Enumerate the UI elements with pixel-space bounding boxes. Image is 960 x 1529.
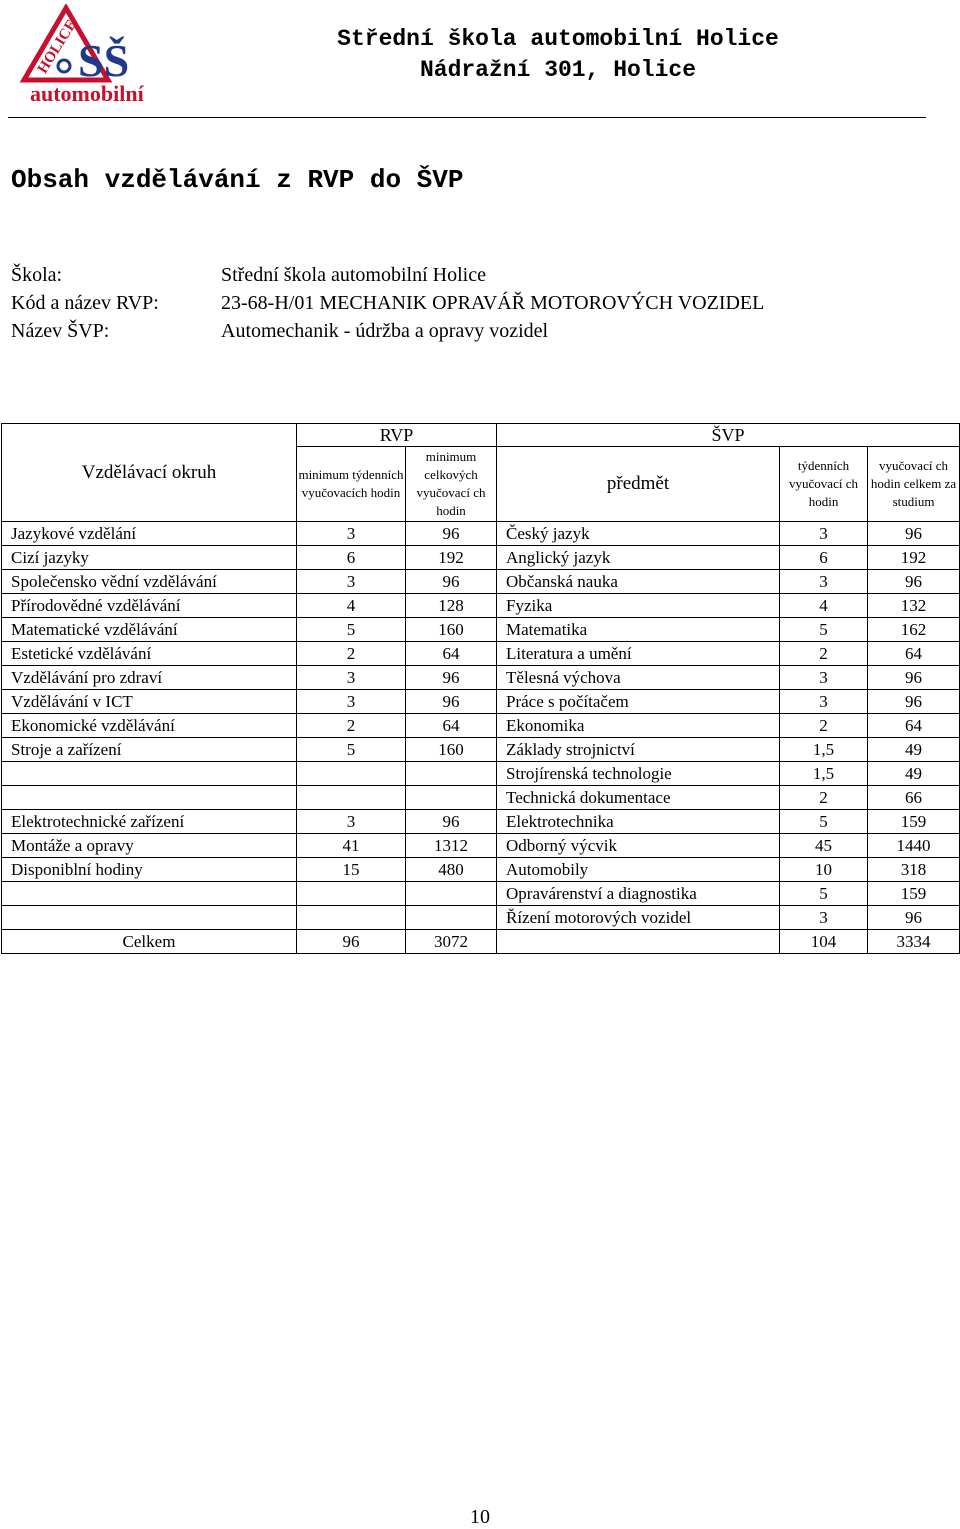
header-min-weekly: minimum týdenních vyučovacích hodin — [297, 447, 406, 522]
table-row — [2, 906, 960, 930]
cell-total: 49 — [868, 762, 960, 786]
cell-min-weekly: 15 — [297, 858, 406, 882]
cell-min-weekly: 41 — [297, 834, 406, 858]
cell-weekly: 3 — [780, 522, 868, 546]
totals-total: 3334 — [868, 930, 960, 954]
cell-area: Estetické vzdělávání — [2, 642, 297, 666]
cell-min-weekly: 3 — [297, 810, 406, 834]
cell-subject: Základy strojnictví — [497, 738, 780, 762]
cell-min-total: 160 — [406, 738, 497, 762]
cell-total: 96 — [868, 522, 960, 546]
table-body — [2, 522, 960, 930]
header-subject: předmět — [497, 447, 780, 522]
cell-subject: Občanská nauka — [497, 570, 780, 594]
table-row — [2, 810, 960, 834]
totals-label: Celkem — [2, 930, 297, 954]
curriculum-table — [1, 423, 960, 954]
school-address-heading: Nádražní 301, Holice — [419, 57, 697, 83]
cell-min-weekly: 2 — [297, 714, 406, 738]
header-rvp: RVP — [297, 424, 497, 447]
info-row-svp — [11, 317, 764, 345]
school-info — [11, 261, 764, 345]
table-row — [2, 786, 960, 810]
cell-min-weekly: 5 — [297, 618, 406, 642]
table-row — [2, 882, 960, 906]
header-area: Vzdělávací okruh — [2, 424, 297, 522]
cell-min-weekly: 3 — [297, 666, 406, 690]
cell-area: Společensko vědní vzdělávání — [2, 570, 297, 594]
header-divider — [8, 117, 926, 118]
info-label: Název ŠVP: — [11, 320, 110, 342]
totals-row — [2, 930, 960, 954]
cell-min-weekly: 3 — [297, 570, 406, 594]
cell-total: 192 — [868, 546, 960, 570]
cell-total: 64 — [868, 714, 960, 738]
logo-arc-text: HOLICE — [34, 17, 81, 77]
cell-total: 96 — [868, 690, 960, 714]
cell-total: 96 — [868, 666, 960, 690]
cell-min-total: 96 — [406, 666, 497, 690]
cell-subject: Odborný výcvik — [497, 834, 780, 858]
cell-subject: Český jazyk — [497, 522, 780, 546]
header-svp: ŠVP — [497, 424, 960, 447]
cell-weekly: 45 — [780, 834, 868, 858]
cell-subject: Fyzika — [497, 594, 780, 618]
cell-min-total — [406, 762, 497, 786]
cell-subject: Technická dokumentace — [497, 786, 780, 810]
cell-area: Montáže a opravy — [2, 834, 297, 858]
table-row — [2, 618, 960, 642]
info-value: 23-68-H/01 MECHANIK OPRAVÁŘ MOTOROVÝCH VOZIDEL — [221, 292, 765, 314]
cell-min-total: 1312 — [406, 834, 497, 858]
cell-min-total: 160 — [406, 618, 497, 642]
cell-min-weekly — [297, 906, 406, 930]
table-row — [2, 858, 960, 882]
cell-subject: Automobily — [497, 858, 780, 882]
cell-total: 132 — [868, 594, 960, 618]
table-row — [2, 762, 960, 786]
cell-total: 64 — [868, 642, 960, 666]
cell-subject: Strojírenská technologie — [497, 762, 780, 786]
cell-area — [2, 882, 297, 906]
cell-subject: Práce s počítačem — [497, 690, 780, 714]
cell-min-weekly — [297, 762, 406, 786]
cell-weekly: 10 — [780, 858, 868, 882]
table-row — [2, 714, 960, 738]
cell-min-weekly: 5 — [297, 738, 406, 762]
cell-area: Elektrotechnické zařízení — [2, 810, 297, 834]
school-logo-graphic — [8, 4, 180, 104]
cell-subject: Řízení motorových vozidel — [497, 906, 780, 930]
table-row — [2, 834, 960, 858]
cell-weekly: 1,5 — [780, 762, 868, 786]
cell-min-total — [406, 786, 497, 810]
cell-min-weekly: 3 — [297, 690, 406, 714]
page-number: 10 — [470, 1506, 490, 1528]
cell-area: Vzdělávání v ICT — [2, 690, 297, 714]
cell-weekly: 5 — [780, 810, 868, 834]
cell-total: 1440 — [868, 834, 960, 858]
cell-min-weekly — [297, 882, 406, 906]
cell-weekly: 3 — [780, 666, 868, 690]
cell-weekly: 3 — [780, 570, 868, 594]
table-row — [2, 738, 960, 762]
cell-min-weekly: 4 — [297, 594, 406, 618]
cell-subject: Elektrotechnika — [497, 810, 780, 834]
cell-weekly: 3 — [780, 690, 868, 714]
info-row-rvp — [11, 289, 764, 317]
cell-min-total: 96 — [406, 690, 497, 714]
cell-total: 49 — [868, 738, 960, 762]
cell-subject: Opravárenství a diagnostika — [497, 882, 780, 906]
header-min-total: minimum celkových vyučovací ch hodin — [406, 447, 497, 522]
cell-area: Stroje a zařízení — [2, 738, 297, 762]
cell-total: 159 — [868, 810, 960, 834]
totals-weekly: 104 — [780, 930, 868, 954]
cell-weekly: 5 — [780, 618, 868, 642]
info-label: Kód a název RVP: — [11, 292, 159, 314]
logo-letters: SŠ — [78, 35, 130, 86]
cell-total: 159 — [868, 882, 960, 906]
cell-total: 66 — [868, 786, 960, 810]
cell-weekly: 2 — [780, 714, 868, 738]
logo-word: automobilní — [30, 81, 144, 104]
table-row — [2, 690, 960, 714]
document-header — [288, 24, 828, 86]
header-weekly: týdenních vyučovací ch hodin — [780, 447, 868, 522]
table-row — [2, 642, 960, 666]
cell-total: 96 — [868, 570, 960, 594]
cell-area: Jazykové vzdělání — [2, 522, 297, 546]
cell-area: Disponiblní hodiny — [2, 858, 297, 882]
cell-min-total: 96 — [406, 810, 497, 834]
cell-min-total: 64 — [406, 714, 497, 738]
totals-min-total: 3072 — [406, 930, 497, 954]
totals-subject — [497, 930, 780, 954]
table-row — [2, 522, 960, 546]
cell-min-total: 96 — [406, 522, 497, 546]
cell-total: 96 — [868, 906, 960, 930]
totals-min-weekly: 96 — [297, 930, 406, 954]
info-label: Škola: — [11, 264, 63, 286]
info-row-school — [11, 261, 764, 289]
cell-weekly: 2 — [780, 642, 868, 666]
cell-min-total — [406, 906, 497, 930]
cell-subject: Literatura a umění — [497, 642, 780, 666]
cell-area — [2, 906, 297, 930]
cell-weekly: 4 — [780, 594, 868, 618]
cell-min-total: 96 — [406, 570, 497, 594]
cell-area: Vzdělávání pro zdraví — [2, 666, 297, 690]
info-value: Střední škola automobilní Holice — [221, 264, 486, 286]
page-title: Obsah vzdělávání z RVP do ŠVP — [11, 165, 464, 195]
info-value: Automechanik - údržba a opravy vozidel — [221, 320, 549, 342]
table-row — [2, 570, 960, 594]
cell-subject: Anglický jazyk — [497, 546, 780, 570]
cell-area — [2, 762, 297, 786]
cell-area: Ekonomické vzdělávání — [2, 714, 297, 738]
table-row — [2, 666, 960, 690]
cell-min-total: 192 — [406, 546, 497, 570]
cell-weekly: 1,5 — [780, 738, 868, 762]
cell-min-weekly: 3 — [297, 522, 406, 546]
cell-weekly: 5 — [780, 882, 868, 906]
cell-min-total: 128 — [406, 594, 497, 618]
cell-area: Matematické vzdělávání — [2, 618, 297, 642]
cell-total: 318 — [868, 858, 960, 882]
cell-min-total: 480 — [406, 858, 497, 882]
cell-subject: Tělesná výchova — [497, 666, 780, 690]
cell-min-total: 64 — [406, 642, 497, 666]
cell-min-total — [406, 882, 497, 906]
cell-subject: Ekonomika — [497, 714, 780, 738]
school-name-heading: Střední škola automobilní Holice — [337, 26, 779, 52]
cell-min-weekly — [297, 786, 406, 810]
cell-area: Cizí jazyky — [2, 546, 297, 570]
cell-min-weekly: 6 — [297, 546, 406, 570]
cell-min-weekly: 2 — [297, 642, 406, 666]
table-row — [2, 594, 960, 618]
cell-weekly: 2 — [780, 786, 868, 810]
school-logo — [8, 4, 180, 104]
cell-weekly: 6 — [780, 546, 868, 570]
cell-total: 162 — [868, 618, 960, 642]
cell-weekly: 3 — [780, 906, 868, 930]
table-header-row-groups — [2, 424, 960, 447]
cell-subject: Matematika — [497, 618, 780, 642]
header-total: vyučovací ch hodin celkem za studium — [868, 447, 960, 522]
cell-area: Přírodovědné vzdělávání — [2, 594, 297, 618]
table-row — [2, 546, 960, 570]
cell-area — [2, 786, 297, 810]
